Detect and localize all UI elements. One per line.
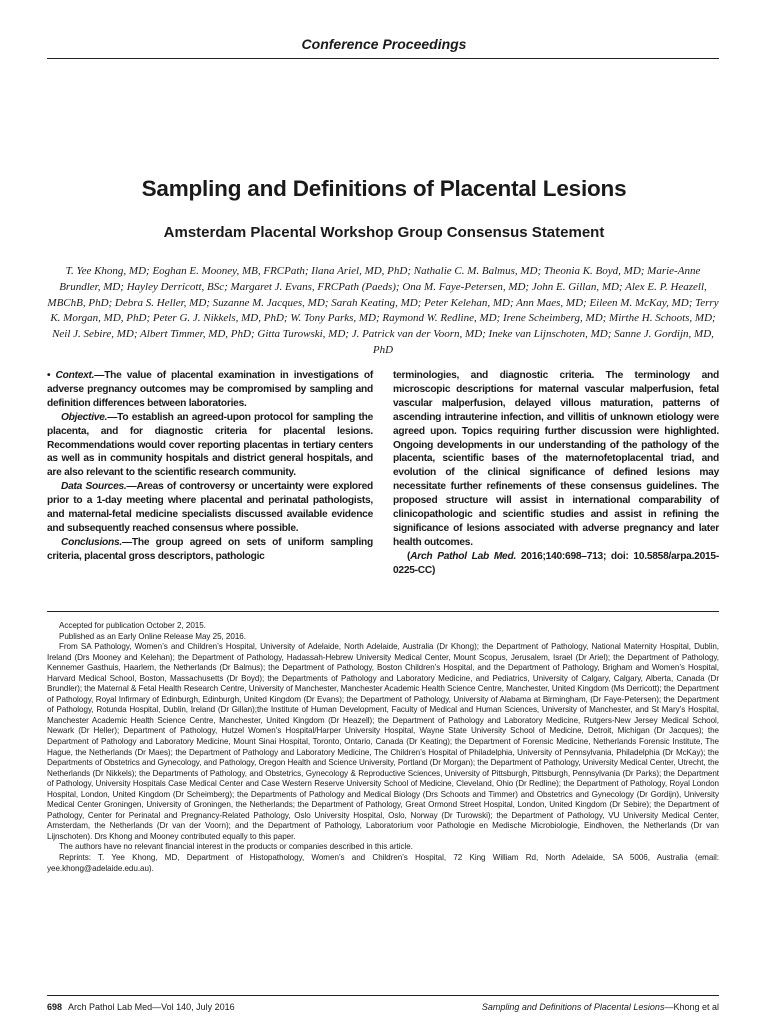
abstract-left-column <box>47 369 373 564</box>
article-title: Sampling and Definitions of Placental Lesions <box>141 176 627 201</box>
abstract-objective <box>47 411 373 481</box>
section-heading: Conference Proceedings <box>301 36 467 52</box>
bullet-icon: • <box>47 370 51 381</box>
accepted-date: Accepted for publication October 2, 2015. <box>59 621 206 630</box>
context-text: —The value of placental examination in investigations of adverse pregnancy outcomes may be compromised by sampling and definition differences between laboratories. <box>47 370 373 409</box>
reprints-contact: Reprints: T. Yee Khong, MD, Department of Histopathology, Women’s and Children’s Hospital, 72 King William Rd, North Adelaide, SA 5006, Australia (email: yee.khong@adelaide.edu.au). <box>47 853 719 873</box>
abstract-context <box>47 369 373 411</box>
article-subtitle: Amsterdam Placental Workshop Group Consensus Statement <box>163 224 605 241</box>
abstract-rule <box>47 611 719 612</box>
running-title: Sampling and Definitions of Placental Lesions <box>481 1002 665 1012</box>
objective-text: —To establish an agreed-upon protocol for sampling the placenta, and for diagnostic criteria for placental lesions. Recommendations would cover reporting placentas in tertiary centers as well as in community hospitals and district general hospitals, and are also relevant to the scientific research community. <box>47 411 373 479</box>
financial-disclosure: The authors have no relevant financial interest in the products or companies described in this article. <box>59 842 413 852</box>
footer-rule <box>47 995 719 996</box>
running-authors: —Khong et al <box>664 1002 719 1012</box>
conclusions-text-part2: terminologies, and diagnostic criteria. The terminology and microscopic descriptions for maternal vascular malperfusion, fetal vascular malperfusion, delayed villous maturation, patterns of ascending intrauterine infection, and villitis of unknown etiology were agreed upon. Topics requiring further discussion were highlighted. Ongoing developments in our understanding of the pathology of the placenta, scientific bases of the maternofetoplacental triad, and evolution of the clinical significance of defined lesions may necessitate further refinements of these consensus guidelines. The proposed structure will assist in international comparability of clinicopathologic and scientific studies and assist in refining the significance of lesions associated with adverse pregnancy and later health outcomes. <box>393 370 719 548</box>
footer-right <box>482 1002 719 1012</box>
data-sources-text: —Areas of controversy or uncertainty were explored prior to a 1-day meeting where placental and perinatal pathologists, and maternal-fetal medicine specialists discussed available evidence and subsequently reached consensus where possible. <box>47 481 373 534</box>
abstract-right-column <box>393 369 719 578</box>
citation-details: 2016;140:698–713; doi: 10.5858/arpa.2015-0225-CC <box>393 550 719 576</box>
author-list: T. Yee Khong, MD; Eoghan E. Mooney, MB, FRCPath; Ilana Ariel, MD, PhD; Nathalie C. M. Balmus, MD; Theonia K. Boyd, MD; Marie-Anne Brundler, MD; Hayley Derricott, BSc; Margaret J. Evans, FRCPath (Paeds); Ona M. Faye-Petersen, MD; John E. Gillan, MD; Alex E. P. Heazell, MBChB, PhD; Debra S. Heller, MD; Suzanne M. Jacques, MD; Sarah Keating, MD; Peter Kelehan, MD; Ann Maes, MD; Eileen M. McKay, MD; Terry K. Morgan, MD, PhD; Peter G. J. Nikkels, MD, PhD; W. Tony Parks, MD; Raymond W. Redline, MD; Irene Scheimberg, MD; Mirthe H. Schoots, MD; Neil J. Sebire, MD; Albert Timmer, MD, PhD; Gitta Turowski, MD; J. Patrick van der Voorn, MD; Ineke van Lijnschoten, MD; Sanne J. Gordijn, MD, PhD <box>47 265 719 356</box>
affiliations: From SA Pathology, Women’s and Children’s Hospital, University of Adelaide, North Adelaide, Australia (Dr Khong); the Department of Pathology, National Maternity Hospital, Dublin, Ireland (Drs Mooney and Kelehan); the Department of Pathology, Hadassah-Hebrew University Medical Center, Mount Scopus, Jerusalem, Israel (Dr Ariel); the Department of Pathology, Kennemer Gasthuis, Haarlem, the Netherlands (Dr Balmus); the Department of Pathology, Boston Children’s Hospital, and the Department of Pathology, Brigham and Women’s Hospital, Harvard Medical School, Boston, Massachusetts (Dr Boyd); the Departments of Pathology and Laboratory Medicine, and Pediatrics, University of Calgary, Calgary, Alberta, Canada (Dr Brundler); the Maternal & Fetal Health Research Centre, University of Manchester, Manchester Academic Health Science Centre, Manchester, United Kingdom (Ms Derricott); the Department of Pathology, Royal Infirmary of Edinburgh, Edinburgh, United Kingdom (Dr Evans); the Department of Pathology, University of Alabama at Birmingham, (Dr Faye-Petersen); the Department of Pathology, Rotunda Hospital, Dublin, Ireland (Dr Gillan);the Institute of Human Development, Faculty of Medical and Human Sciences, University of Manchester, and St Mary’s Hospital, Manchester Academic Health Science Centre, Manchester, United Kingdom (Dr Heazell); the Department of Pathology and Laboratory Medicine, Rutgers-New Jersey Medical School, Newark (Dr Heller); Department of Pathology, Hutzel Women’s Hospital/Harper University Hospital, Wayne State University School of Medicine, Detroit, Michigan (Dr Jacques); the Department of Pathology and Laboratory Medicine, Mount Sinai Hospital, Toronto, Ontario, Canada (Dr Keating); the Department of Forensic Medicine, Netherlands Forensic Institute, The Hague, the Netherlands (Dr Maes); the Department of Pathology and Laboratory Medicine, The Children’s Hospital of Philadelphia, University of Pennsylvania, Philadelphia (Dr McKay); the Departments of Obstetrics and Gynecology, and Pathology, Oregon Health and Science University, Portland (Dr Morgan); the Department of Pathology, University Medical Center, Utrecht, the Netherlands (Dr Nikkels); the Departments of Pathology, and Obstetrics, Gynecology & Reproductive Sciences, University of Pittsburgh, Pittsburgh, Pennsylvania (Dr Parks); the Department of Pathology, University Hospitals Case Medical Center and Case Western Reserve University School of Medicine, Cleveland, Ohio (Dr Redline); the Department of Pathology, Royal London Hospital, London, United Kingdom (Dr Scheimberg); the Departments of Pathology and Medical Biology (Drs Schoots and Timmer) and Obstetrics and Gynecology (Dr Gordijn), University Medical Center Groningen, University of Groningen, the Netherlands; the Department of Pathology, Great Ormond Street Hospital, London, United Kingdom (Dr Sebire); the Department of Pathology, Center for Perinatal and Pregnancy-Related Pathology, Oslo University Hospital, Oslo, Norway (Dr Turowski); the Department of Pathology, VU University Medical Center, Amsterdam, the Netherlands (Dr van der Voorn); and the Department of Pathology, Laboratorium voor Pathologie en Medische Microbiologie, Eindhoven, the Netherlands (Dr van Lijnschoten). Drs Khong and Mooney contributed equally to this paper. <box>47 642 719 841</box>
conclusions-label: Conclusions. <box>61 536 122 548</box>
abstract-citation: (Arch Pathol Lab Med. 2016;140:698–713; doi: 10.5858/arpa.2015-0225-CC) <box>393 550 719 576</box>
context-label: Context. <box>55 370 95 381</box>
article-notes <box>47 621 719 874</box>
citation-journal: Arch Pathol Lab Med. <box>410 550 517 562</box>
page-number: 698 <box>47 1002 63 1012</box>
abstract-data-sources <box>47 480 373 536</box>
conclusions-text-part1: —The group agreed on sets of uniform sampling criteria, placental gross descriptors, pathologic <box>47 536 373 562</box>
abstract-conclusions <box>47 536 373 564</box>
data-sources-label: Data Sources. <box>61 481 127 493</box>
objective-label: Objective. <box>61 411 108 423</box>
abstract-conclusions-continued <box>393 369 719 550</box>
footer-left <box>47 1002 235 1012</box>
journal-issue: Arch Pathol Lab Med—Vol 140, July 2016 <box>68 1002 235 1012</box>
published-date: Published as an Early Online Release May 25, 2016. <box>59 631 246 641</box>
header-rule <box>47 58 719 59</box>
